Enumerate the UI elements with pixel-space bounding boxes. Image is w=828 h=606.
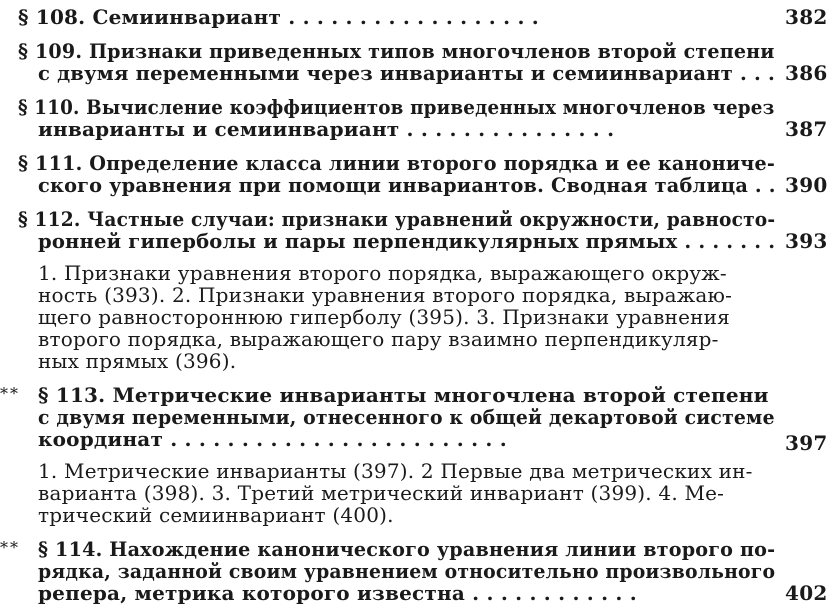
toc-entry-114-line-2: рядка, заданной своим уравнением относительно произвольного — [38, 559, 776, 583]
toc-entry-113-line-1: § 113. Метрические инварианты многочлена второй степени — [38, 383, 769, 407]
toc-entry-112-line-2: ронней гиперболы и пары перпендикулярных прямых . . . . . . . — [38, 229, 776, 253]
toc-entry-111-line-2: ского уравнения при помощи инвариантов. Сводная таблица . . — [38, 173, 776, 197]
toc-entry-111-page: 390 — [785, 173, 828, 197]
toc-entry-114-line-1: § 114. Нахождение канонического уравнения линии второго по- — [38, 537, 776, 561]
toc-entry-112-page: 393 — [785, 229, 828, 253]
toc-entry-113-line-2: с двумя переменными, отнесенного к общей декартовой системе — [38, 405, 775, 429]
toc-entry-112-sub-4: второго порядка, выражающего пару взаимно перпендикуляр- — [38, 327, 719, 351]
toc-entry-110-page: 387 — [785, 117, 828, 141]
toc-entry-112-sub-1: 1. Признаки уравнения второго порядка, выражающего окруж- — [38, 261, 727, 285]
toc-entry-108-page: 382 — [785, 5, 828, 29]
toc-entry-108-line-1: § 108. Семиинвариант . . . . . . . . . . . . . . . . . . — [18, 5, 539, 29]
toc-entry-109-line-2: с двумя переменными через инварианты и семиинвариант . . . — [38, 61, 775, 85]
toc-entry-112-sub-5: ных прямых (396). — [38, 349, 237, 373]
toc-entry-114-line-3: репера, метрика которого известна . . . . . . . . . . . . — [38, 581, 637, 605]
toc-entry-110-line-1: § 110. Вычисление коэффициентов приведенных многочленов через — [18, 95, 775, 119]
toc-entry-113-sub-3: трический семиинвариант (400). — [38, 503, 394, 527]
toc-entry-113-stars: ** — [0, 384, 20, 403]
toc-entry-109-line-1: § 109. Признаки приведенных типов многочленов второй степени — [18, 39, 775, 63]
toc-entry-111-line-1: § 111. Определение класса линии второго порядка и ее канониче- — [18, 151, 775, 175]
toc-entry-114-page: 402 — [785, 581, 828, 605]
toc-entry-112-sub-2: ность (393). 2. Признаки уравнения второго порядка, выражаю- — [38, 283, 733, 307]
toc-entry-114-stars: ** — [0, 538, 20, 557]
toc-entry-113-page: 397 — [785, 431, 828, 455]
toc-entry-113-line-3: координат . . . . . . . . . . . . . . . . . . . . . . . . — [38, 427, 507, 451]
toc-entry-113-sub-1: 1. Метрические инварианты (397). 2 Первые два метрических ин- — [38, 459, 753, 483]
toc-entry-112-line-1: § 112. Частные случаи: признаки уравнений окружности, равносто- — [18, 207, 776, 231]
toc-entry-113-sub-2: варианта (398). 3. Третий метрический инвариант (399). 4. Ме- — [38, 481, 725, 505]
toc-entry-110-line-2: инварианты и семиинвариант . . . . . . . . . . . . . . . — [38, 117, 615, 141]
toc-entry-112-sub-3: щего равностороннюю гиперболу (395). 3. Признаки уравнения — [38, 305, 731, 329]
toc-entry-109-page: 386 — [785, 61, 828, 85]
